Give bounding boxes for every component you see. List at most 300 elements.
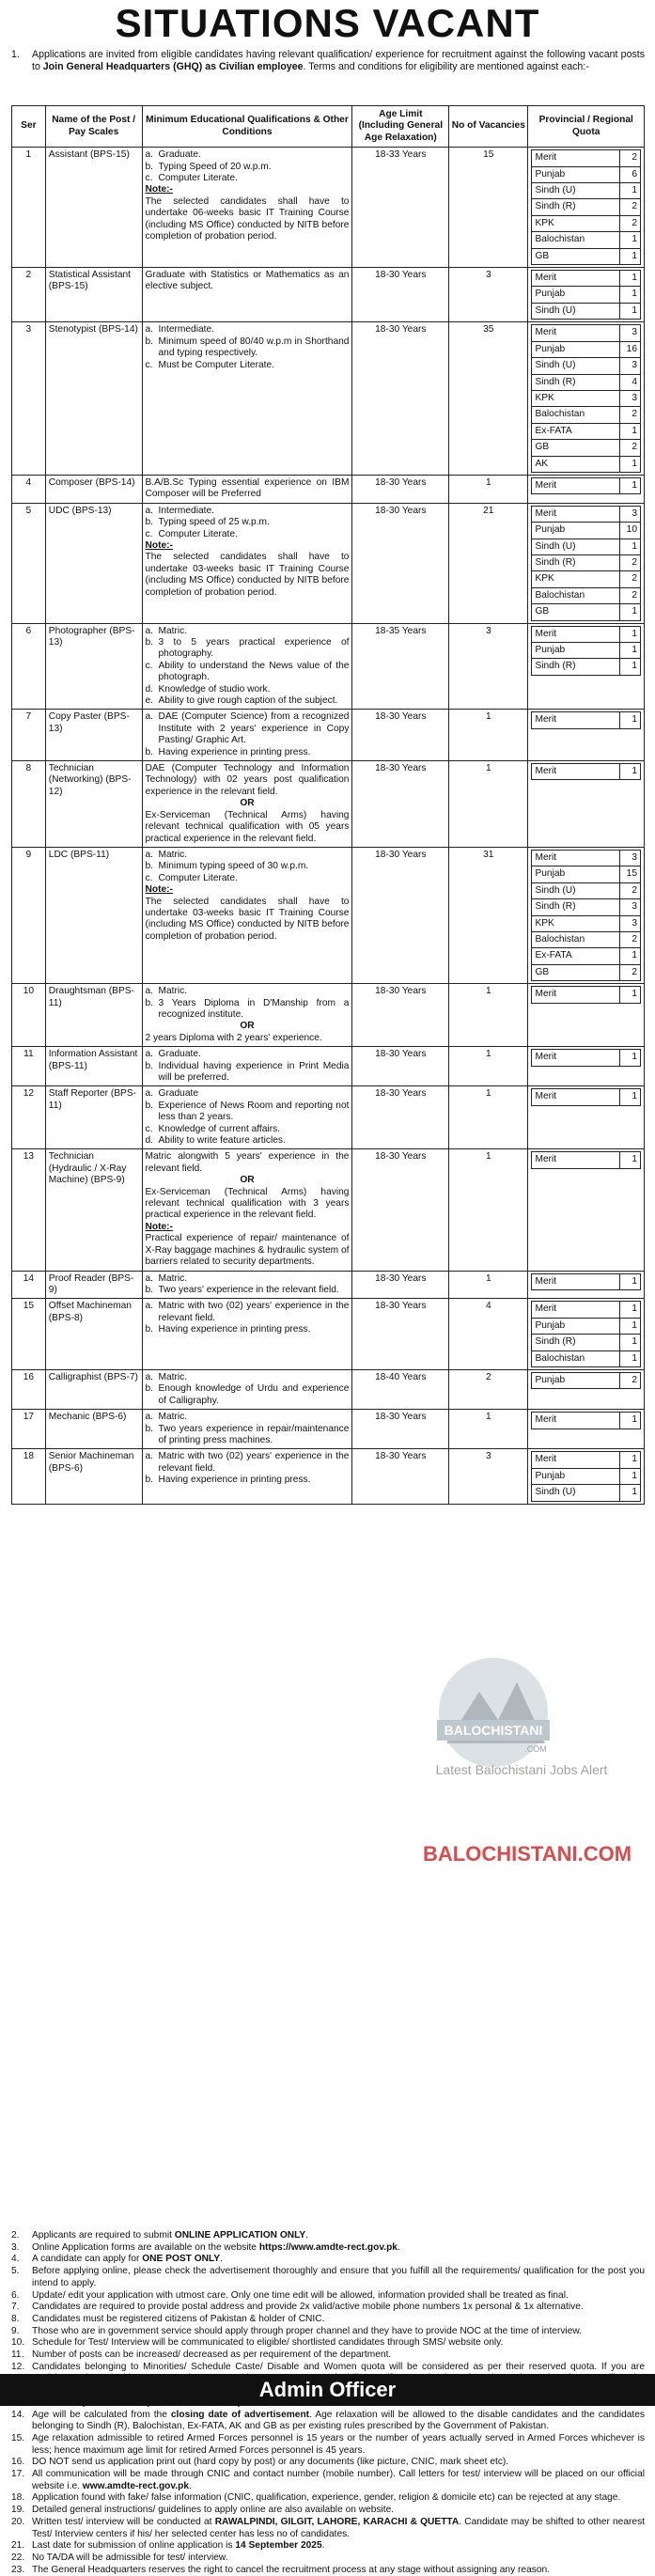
quota-count: 1 xyxy=(620,659,641,675)
ser-cell: 2 xyxy=(12,268,46,322)
qualification-item xyxy=(146,506,350,517)
note-text: No TA/DA will be admissible for test/ interview. xyxy=(32,2552,228,2563)
note-item xyxy=(11,2469,645,2492)
item-bullet: a. xyxy=(145,1301,154,1312)
vacancies-cell: 3 xyxy=(449,623,528,710)
quota-count: 1 xyxy=(620,764,641,780)
ser-cell: 12 xyxy=(12,1086,46,1149)
note-text: All communication will be made through CNIC and contact number (mobile number). Call letters for test/ interview will be placed on our official website i.e. www.amdte-rect.gov.pk. xyxy=(32,2469,645,2491)
ser-cell: 3 xyxy=(12,322,46,476)
note-heading: Note:- xyxy=(145,184,173,195)
item-text: Must be Computer Literate. xyxy=(158,359,274,370)
quota-row xyxy=(532,539,641,554)
post-cell: Offset Machineman (BPS-8) xyxy=(45,1299,142,1370)
quota-row xyxy=(532,1413,641,1429)
qualification-item xyxy=(146,1273,350,1285)
quota-region: Merit xyxy=(532,712,620,728)
age-cell: 18-35 Years xyxy=(352,623,449,710)
qualification-paragraph: The selected candidates shall have to undertake 06-weeks basic IT Training Course (including MS Office) conducted by NITB before completion of probation period. xyxy=(145,195,350,242)
vacancies-cell: 1 xyxy=(449,1410,528,1449)
quota-region: Merit xyxy=(532,850,620,866)
qualification-item xyxy=(146,998,350,1022)
quota-row xyxy=(532,1452,641,1468)
item-text: 3 to 5 years practical experience of photography. xyxy=(158,637,350,660)
quota-row xyxy=(532,1089,641,1105)
table-row xyxy=(12,1369,645,1409)
note-item xyxy=(11,2350,645,2362)
note-item xyxy=(11,2553,645,2565)
quota-cell xyxy=(528,1410,645,1449)
quota-region: Merit xyxy=(532,477,620,493)
quota-region: Merit xyxy=(532,987,620,1003)
qualification-paragraph: Ex-Serviceman (Technical Arms) having relevant technical qualification with 05 years practical experience in the relevant field. xyxy=(145,809,350,844)
table-row xyxy=(12,761,645,848)
quota-list xyxy=(531,1273,641,1290)
quota-count: 4 xyxy=(620,374,641,390)
qualification-item xyxy=(146,517,350,528)
quota-row xyxy=(532,150,641,166)
note-number: 11. xyxy=(11,2350,24,2361)
item-text: Intermediate. xyxy=(158,324,214,336)
qualification-cell xyxy=(142,1369,352,1409)
note-emphasis: www.amdte-rect.gov.pk xyxy=(82,2480,190,2491)
quota-count: 1 xyxy=(620,1485,641,1501)
quota-list xyxy=(531,149,641,265)
quota-region: Merit xyxy=(532,325,620,341)
quota-region: GB xyxy=(532,248,620,264)
note-text: Schedule for Test/ Interview will be communicated to eligible/ shortlisted candidates through SMS/ website only. xyxy=(32,2337,504,2349)
age-cell: 18-30 Years xyxy=(352,710,449,761)
vacancies-cell: 1 xyxy=(449,475,528,503)
item-bullet: c. xyxy=(145,660,153,671)
vacancies-cell: 1 xyxy=(449,1086,528,1149)
quota-row xyxy=(532,604,641,620)
item-text: Matric. xyxy=(158,986,188,997)
table-row xyxy=(12,1047,645,1086)
note-text: Those who are in government service should apply through proper channel and they have to provide NOC at the time of interview. xyxy=(32,2325,582,2336)
header-age: Age Limit (Including General Age Relaxation) xyxy=(352,106,449,148)
item-bullet: b. xyxy=(145,1383,154,1395)
qualification-cell xyxy=(142,1410,352,1449)
vacancies-cell: 35 xyxy=(449,322,528,476)
quota-count: 3 xyxy=(620,915,641,931)
quota-cell xyxy=(528,268,645,322)
item-bullet: a. xyxy=(145,711,154,723)
age-cell: 18-30 Years xyxy=(352,268,449,322)
or-separator: OR xyxy=(240,798,255,809)
qualification-item xyxy=(146,1372,350,1383)
quota-row xyxy=(532,456,641,472)
quota-row xyxy=(532,1350,641,1366)
quota-list xyxy=(531,1049,641,1066)
quota-count: 1 xyxy=(620,1302,641,1318)
quota-region: Punjab xyxy=(532,287,620,303)
quota-region: Merit xyxy=(532,626,620,642)
item-bullet: a. xyxy=(145,505,154,516)
quota-region: AK xyxy=(532,456,620,472)
item-bullet: b. xyxy=(145,861,154,872)
item-text: Matric with two (02) years' experience in the relevant field. xyxy=(158,1301,350,1323)
qualification-cell xyxy=(142,1299,352,1370)
quota-list xyxy=(531,1088,641,1105)
note-number: 2. xyxy=(11,2230,20,2240)
qualification-item xyxy=(146,1124,350,1135)
quota-row xyxy=(532,1318,641,1334)
note-number: 4. xyxy=(11,2254,20,2265)
qualification-item xyxy=(146,626,350,637)
note-number: 16. xyxy=(11,2457,25,2468)
quota-row xyxy=(532,523,641,539)
qualification-item xyxy=(146,637,350,661)
item-bullet: c. xyxy=(145,1123,153,1134)
table-header-row xyxy=(12,106,645,148)
vacancies-cell: 1 xyxy=(449,710,528,761)
item-text: 3 Years Diploma in D'Manship from a recognized institute. xyxy=(158,997,350,1020)
qualification-item xyxy=(146,1135,350,1147)
qualification-cell xyxy=(142,475,352,503)
watermark-tagline: Latest Balochistani Jobs Alert xyxy=(435,1762,608,1777)
quota-cell xyxy=(528,475,645,503)
quota-count: 1 xyxy=(620,1413,641,1429)
item-bullet: e. xyxy=(145,695,154,707)
qualification-paragraph: B.A/B.Sc Typing essential experience on IBM Composer will be Preferred xyxy=(145,476,350,500)
quota-row xyxy=(532,232,641,248)
note-text: Candidates must be registered citizens of Pakistan & holder of CNIC. xyxy=(32,2313,325,2324)
quota-region: Punjab xyxy=(532,1318,620,1334)
quota-count: 3 xyxy=(620,506,641,522)
table-row xyxy=(12,268,645,322)
quota-count: 1 xyxy=(620,248,641,264)
qualification-cell xyxy=(142,847,352,983)
note-item xyxy=(11,2314,645,2326)
note-item xyxy=(11,2565,645,2576)
quota-row xyxy=(532,407,641,423)
note-number: 6. xyxy=(11,2289,20,2301)
quota-row xyxy=(532,1050,641,1066)
quota-row xyxy=(532,374,641,390)
vacancies-cell: 4 xyxy=(449,1299,528,1370)
watermark-site: BALOCHISTANI.COM xyxy=(423,1842,632,1866)
quota-count: 2 xyxy=(620,440,641,456)
qualification-cell xyxy=(142,1449,352,1504)
quota-row xyxy=(532,303,641,319)
table-row xyxy=(12,322,645,476)
item-text: DAE (Computer Science) from a recognized Institute with 2 years' experience in Copy Pasting/ Graphic Art. xyxy=(158,711,350,746)
table-row xyxy=(12,148,645,268)
qualification-cell xyxy=(142,503,352,623)
age-cell: 18-30 Years xyxy=(352,847,449,983)
vacancies-cell: 1 xyxy=(449,1149,528,1271)
item-bullet: b. xyxy=(145,1284,154,1295)
quota-cell xyxy=(528,984,645,1047)
quota-region: GB xyxy=(532,604,620,620)
quota-row xyxy=(532,1302,641,1318)
quota-region: Sindh (U) xyxy=(532,882,620,898)
quota-list xyxy=(531,1372,641,1389)
note-item xyxy=(11,2290,645,2303)
quota-count: 1 xyxy=(620,1350,641,1366)
item-text: Ability to give rough caption of the subject. xyxy=(158,695,338,707)
item-text: Matric. xyxy=(158,849,188,860)
quota-count: 6 xyxy=(620,166,641,182)
item-bullet: a. xyxy=(145,149,154,161)
item-text: Two years' experience in the relevant field. xyxy=(158,1284,339,1295)
item-bullet: b. xyxy=(145,1100,154,1111)
ser-cell: 1 xyxy=(12,148,46,268)
table-row xyxy=(12,710,645,761)
note-text: Candidates belonging to Minorities/ Schedule Caste/ Disable and Women quota will be considered as per their reserved quota. If you are xyxy=(32,2361,645,2372)
ser-cell: 4 xyxy=(12,475,46,503)
quota-row xyxy=(532,287,641,303)
header-qualification: Minimum Educational Qualifications & Other Conditions xyxy=(142,106,352,148)
note-heading: Note:- xyxy=(145,884,173,896)
note-text: Applicants are required to submit ONLINE APPLICATION ONLY. xyxy=(32,2230,309,2240)
qualification-item xyxy=(146,162,350,173)
quota-region: Balochistan xyxy=(532,407,620,423)
note-item xyxy=(11,2266,645,2289)
quota-list xyxy=(531,626,641,676)
age-cell: 18-30 Years xyxy=(352,1449,449,1504)
quota-row xyxy=(532,587,641,603)
post-cell: Information Assistant (BPS-11) xyxy=(45,1047,142,1086)
item-text: Minimum speed of 80/40 w.p.m in Shorthand and typing respectively. xyxy=(158,336,350,359)
qualification-cell xyxy=(142,623,352,710)
quota-count: 2 xyxy=(620,931,641,947)
item-bullet: a. xyxy=(145,1272,154,1284)
quota-region: Punjab xyxy=(532,1372,620,1388)
item-text: Graduate xyxy=(158,1088,198,1100)
note-item xyxy=(11,2433,645,2457)
age-cell: 18-30 Years xyxy=(352,322,449,476)
qualification-paragraph: DAE (Computer Technology and Information Technology) with 02 years post qualification experience in the relevant field. xyxy=(145,763,350,797)
item-text: Typing speed of 25 w.p.m. xyxy=(158,517,270,528)
quota-row xyxy=(532,199,641,215)
quota-count: 3 xyxy=(620,850,641,866)
quota-count: 1 xyxy=(620,712,641,728)
quota-row xyxy=(532,931,641,947)
age-cell: 18-30 Years xyxy=(352,475,449,503)
quota-row xyxy=(532,866,641,882)
note-number: 14. xyxy=(11,2409,25,2420)
quota-row xyxy=(532,764,641,780)
note-number: 5. xyxy=(11,2266,20,2277)
age-cell: 18-30 Years xyxy=(352,1299,449,1370)
quota-list xyxy=(531,270,641,320)
quota-count: 2 xyxy=(620,215,641,231)
note-item xyxy=(11,2540,645,2553)
quota-row xyxy=(532,554,641,570)
table-row xyxy=(12,475,645,503)
quota-region: KPK xyxy=(532,390,620,406)
qualification-cell xyxy=(142,322,352,476)
note-item xyxy=(11,2517,645,2540)
item-text: Computer Literate. xyxy=(158,872,238,883)
quota-row xyxy=(532,477,641,493)
note-item xyxy=(11,2457,645,2469)
note-number: 7. xyxy=(11,2302,20,2313)
quota-count: 1 xyxy=(620,232,641,248)
quota-region: GB xyxy=(532,440,620,456)
qualification-item xyxy=(146,336,350,360)
quota-count: 1 xyxy=(620,539,641,554)
quota-region: Merit xyxy=(532,764,620,780)
qualification-item xyxy=(146,711,350,746)
item-bullet: a. xyxy=(145,1088,154,1100)
quota-cell xyxy=(528,761,645,848)
item-text: Ability to understand the News value of the photograph. xyxy=(158,660,350,683)
quota-row xyxy=(532,358,641,374)
item-bullet: b. xyxy=(145,1475,154,1486)
note-emphasis: https://www.amdte-rect.gov.pk xyxy=(258,2241,398,2253)
note-emphasis: 14 September 2025 xyxy=(235,2540,322,2552)
qualification-cell xyxy=(142,1271,352,1299)
note-item xyxy=(11,2302,645,2314)
quota-row xyxy=(532,215,641,231)
note-item xyxy=(11,2410,645,2433)
note-text: DO NOT send us application print out (hard copy by post) or any documents (like picture, CNIC, mark sheet etc). xyxy=(32,2457,509,2468)
item-bullet: c. xyxy=(145,173,153,184)
quota-region: Punjab xyxy=(532,643,620,659)
post-cell: LDC (BPS-11) xyxy=(45,847,142,983)
age-cell: 18-30 Years xyxy=(352,1047,449,1086)
quota-region: Balochistan xyxy=(532,931,620,947)
watermark-name: BALOCHISTANI xyxy=(444,1723,543,1738)
item-bullet: b. xyxy=(145,517,154,528)
quota-cell xyxy=(528,503,645,623)
ser-cell: 18 xyxy=(12,1449,46,1504)
quota-row xyxy=(532,626,641,642)
age-cell: 18-33 Years xyxy=(352,148,449,268)
quota-region: Ex-FATA xyxy=(532,423,620,439)
quota-count: 1 xyxy=(620,1335,641,1350)
quota-list xyxy=(531,850,641,981)
quota-count: 1 xyxy=(620,423,641,439)
quota-row xyxy=(532,1372,641,1388)
item-text: Computer Literate. xyxy=(158,173,238,184)
qualification-paragraph: Graduate with Statistics or Mathematics as an elective subject. xyxy=(145,270,350,292)
quota-cell xyxy=(528,1271,645,1299)
quota-region: Sindh (U) xyxy=(532,539,620,554)
quota-cell xyxy=(528,847,645,983)
quota-count: 1 xyxy=(620,1468,641,1484)
quota-region: Merit xyxy=(532,1152,620,1168)
item-text: Two years experience in repair/maintenance of printing press machines. xyxy=(158,1423,350,1445)
note-emphasis: closing date of advertisement xyxy=(170,2409,310,2420)
post-cell: Draughtsman (BPS-11) xyxy=(45,984,142,1047)
qualification-paragraph: Matric alongwith 5 years' experience in the relevant field. xyxy=(145,1151,350,1174)
item-text: Knowledge of studio work. xyxy=(158,683,271,695)
quota-region: Merit xyxy=(532,271,620,287)
quota-row xyxy=(532,1468,641,1484)
item-bullet: a. xyxy=(145,849,154,860)
qualification-paragraph: The selected candidates shall have to undertake 03-weeks basic IT Training Course (including MS Office) conducted by NITB before completion of probation period. xyxy=(145,552,350,598)
quota-list xyxy=(531,324,641,473)
item-bullet: b. xyxy=(145,336,154,347)
note-item xyxy=(11,2230,645,2242)
or-separator: OR xyxy=(240,1021,255,1032)
quota-cell xyxy=(528,623,645,710)
quota-count: 2 xyxy=(620,554,641,570)
table-row xyxy=(12,503,645,623)
item-text: Graduate. xyxy=(158,149,201,161)
quota-cell xyxy=(528,1086,645,1149)
quota-region: Merit xyxy=(532,150,620,166)
quota-cell xyxy=(528,1047,645,1086)
quota-row xyxy=(532,948,641,964)
qualification-item xyxy=(146,661,350,684)
qualification-item xyxy=(146,360,350,371)
quota-row xyxy=(532,1273,641,1289)
quota-cell xyxy=(528,322,645,476)
quota-row xyxy=(532,390,641,406)
header-post: Name of the Post / Pay Scales xyxy=(45,106,142,148)
post-cell: Calligraphist (BPS-7) xyxy=(45,1369,142,1409)
qualification-item xyxy=(146,684,350,695)
qualification-item xyxy=(146,173,350,184)
table-row xyxy=(12,1271,645,1299)
note-emphasis: RAWALPINDI, GILGIT, LAHORE, KARACHI & QUETTA xyxy=(214,2516,460,2527)
qualification-cell xyxy=(142,1149,352,1271)
quota-region: Merit xyxy=(532,1089,620,1105)
quota-count: 2 xyxy=(620,882,641,898)
age-cell: 18-30 Years xyxy=(352,503,449,623)
vacancies-table xyxy=(11,105,645,1505)
quota-region: Punjab xyxy=(532,1468,620,1484)
quota-count: 10 xyxy=(620,523,641,539)
quota-count: 1 xyxy=(620,1452,641,1468)
qualification-cell xyxy=(142,710,352,761)
quota-row xyxy=(532,271,641,287)
quota-region: KPK xyxy=(532,571,620,587)
quota-row xyxy=(532,964,641,980)
item-bullet: b. xyxy=(145,161,154,172)
note-number: 8. xyxy=(11,2313,20,2324)
quota-region: Ex-FATA xyxy=(532,948,620,964)
quota-row xyxy=(532,987,641,1003)
note-item xyxy=(11,2337,645,2350)
item-bullet: a. xyxy=(145,625,154,636)
quota-region: Merit xyxy=(532,1413,620,1429)
quota-count: 3 xyxy=(620,358,641,374)
intro-text: Applications are invited from eligible candidates having relevant qualification/ experience for recruitment against the following vacant posts to Join General Headquarters (GHQ) as Civilian employee. Terms and conditions for eligibility are mentioned against each:- xyxy=(32,49,645,72)
age-cell: 18-40 Years xyxy=(352,1369,449,1409)
item-bullet: a. xyxy=(145,986,154,997)
item-bullet: c. xyxy=(145,359,153,370)
qualification-paragraph: The selected candidates shall have to undertake 03-weeks basic IT Training Course (including MS Office) conducted by NITB before completion of probation period. xyxy=(145,896,350,942)
quota-list xyxy=(531,711,641,728)
quota-list xyxy=(531,1412,641,1429)
qualification-cell xyxy=(142,148,352,268)
vacancies-cell: 2 xyxy=(449,1369,528,1409)
post-cell: Photographer (BPS-13) xyxy=(45,623,142,710)
note-number: 17. xyxy=(11,2469,25,2480)
quota-count: 1 xyxy=(620,303,641,319)
ser-cell: 10 xyxy=(12,984,46,1047)
post-cell: Statistical Assistant (BPS-15) xyxy=(45,268,142,322)
item-bullet: a. xyxy=(145,1412,154,1423)
note-text: Detailed general instructions/ guidelines to apply online are also available on website. xyxy=(32,2505,395,2516)
quota-list xyxy=(531,986,641,1003)
item-bullet: a. xyxy=(145,324,154,336)
ser-cell: 16 xyxy=(12,1369,46,1409)
quota-row xyxy=(532,325,641,341)
item-bullet: b. xyxy=(145,746,154,757)
quota-cell xyxy=(528,1149,645,1271)
quota-list xyxy=(531,506,641,621)
quota-list xyxy=(531,1151,641,1168)
qualification-item xyxy=(146,1475,350,1486)
qualification-item xyxy=(146,747,350,758)
